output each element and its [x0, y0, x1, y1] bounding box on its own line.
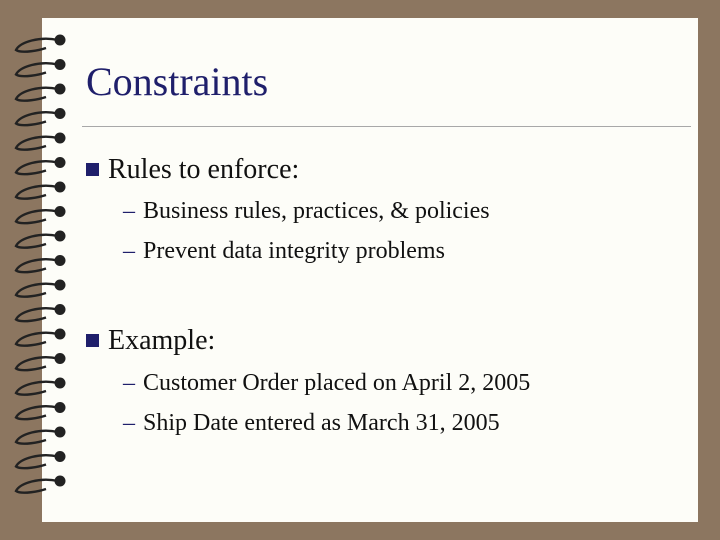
slide-title: Constraints — [86, 59, 269, 104]
spiral-hole — [55, 133, 66, 144]
sub-bullet — [123, 408, 500, 438]
spiral-ring — [16, 480, 58, 493]
spiral-ring — [16, 357, 58, 370]
sub-bullet — [123, 368, 530, 398]
sub-bullet-text: Prevent data integrity problems — [143, 238, 445, 264]
dash-icon: – — [123, 410, 135, 436]
spiral-hole — [55, 402, 66, 413]
spiral-hole — [55, 59, 66, 70]
spiral-hole — [55, 231, 66, 242]
square-bullet-icon — [86, 334, 99, 347]
bullet-label: Example: — [108, 325, 216, 356]
spiral-ring — [16, 39, 58, 52]
sub-bullet-text: Ship Date entered as March 31, 2005 — [143, 410, 500, 436]
spiral-ring — [16, 235, 58, 248]
spiral-ring — [16, 112, 58, 125]
spiral-hole — [55, 451, 66, 462]
spiral-ring — [16, 382, 58, 395]
sub-bullet-text: Customer Order placed on April 2, 2005 — [143, 370, 531, 396]
sub-bullet — [123, 196, 490, 226]
sub-bullet — [123, 236, 445, 266]
spiral-ring — [16, 406, 58, 419]
spiral-ring — [16, 210, 58, 223]
spiral-ring — [16, 259, 58, 272]
dash-icon: – — [123, 198, 135, 224]
title-divider — [82, 126, 691, 127]
spiral-hole — [55, 329, 66, 340]
spiral-hole — [55, 182, 66, 193]
bullet-rules — [86, 154, 299, 186]
dash-icon: – — [123, 370, 135, 396]
square-bullet-icon — [86, 163, 99, 176]
sub-bullet-text: Business rules, practices, & policies — [143, 198, 490, 224]
spiral-ring — [16, 63, 58, 76]
spiral-ring — [16, 161, 58, 174]
spiral-hole — [55, 84, 66, 95]
spiral-hole — [55, 353, 66, 364]
spiral-hole — [55, 304, 66, 315]
spiral-ring — [16, 284, 58, 297]
bullet-label: Rules to enforce: — [108, 154, 300, 185]
spiral-hole — [55, 255, 66, 266]
dash-icon: – — [123, 238, 135, 264]
spiral-ring — [16, 455, 58, 468]
bullet-example — [86, 325, 215, 357]
spiral-hole — [55, 157, 66, 168]
spiral-hole — [55, 378, 66, 389]
spiral-ring — [16, 333, 58, 346]
spiral-ring — [16, 308, 58, 321]
spiral-hole — [55, 206, 66, 217]
spiral-hole — [55, 476, 66, 487]
spiral-ring — [16, 88, 58, 101]
spiral-hole — [55, 427, 66, 438]
spiral-hole — [55, 280, 66, 291]
spiral-ring — [16, 137, 58, 150]
spiral-ring — [16, 186, 58, 199]
spiral-hole — [55, 35, 66, 46]
spiral-hole — [55, 108, 66, 119]
spiral-ring — [16, 431, 58, 444]
